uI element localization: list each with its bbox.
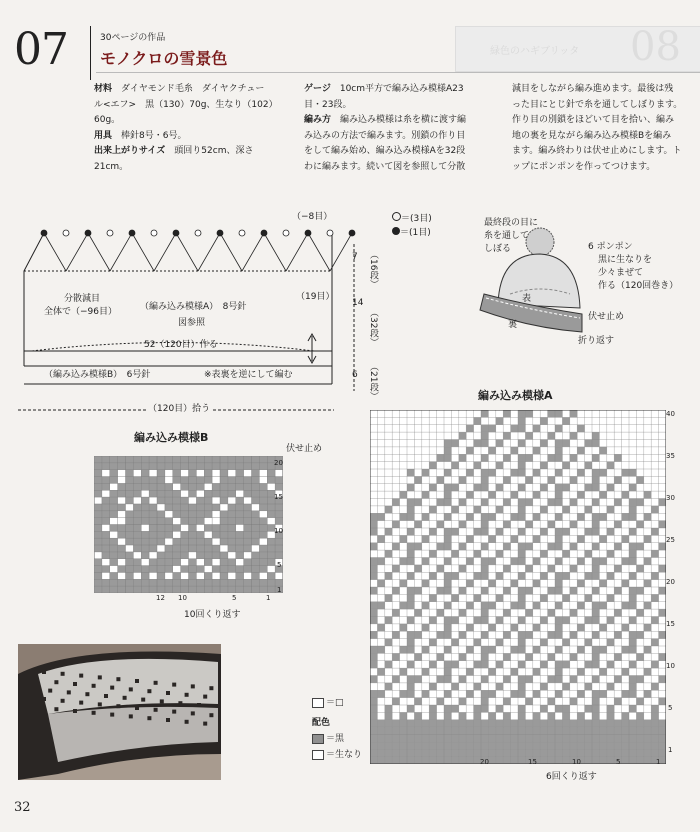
materials-label: 材料: [94, 84, 113, 94]
gather-note: 糸を通して: [484, 231, 530, 241]
pick-up-label: （120目）拾う: [148, 404, 211, 414]
page-title: モノクロの雪景色: [100, 49, 228, 68]
instructions-column: [512, 82, 700, 175]
chart-b-col-label: 5: [232, 594, 237, 602]
materials-text: 60g。: [94, 115, 121, 125]
gather-note: しぼる: [484, 244, 512, 254]
chart-b-col-label: 12: [156, 594, 165, 602]
method-text: わに編みます。続いて図を参照して分散: [304, 161, 466, 172]
page-number: 32: [14, 800, 31, 815]
black-swatch: [312, 734, 324, 744]
cast-on-label: 52（120目）作る: [144, 340, 218, 350]
fold-note: 折り返す: [578, 336, 615, 346]
title-divider: [90, 26, 91, 80]
chart-a-row-label: 1: [668, 746, 673, 754]
chart-a-col-label: 5: [616, 758, 621, 766]
pompom-note: 作る（120回巻き）: [598, 281, 679, 291]
depth-7: 7: [352, 252, 358, 262]
header-rule: [96, 72, 700, 73]
chart-a-row-label: 15: [666, 620, 675, 628]
chart-b-repeat: 10回くり返す: [184, 610, 241, 620]
pattern-b-label: （編み込み模様B） 6号針: [44, 370, 151, 380]
materials-column: [94, 82, 289, 175]
instructions-text: 地の裏を見ながら編み込み模様Bを編み: [512, 130, 672, 141]
rows-32: （32段）: [368, 308, 378, 347]
depth-14: 14: [352, 298, 364, 308]
instructions-text: った目にとじ針で糸を通してしぼります。: [512, 99, 683, 110]
method-text: み込みの方法で編みます。別鎖の作り目: [304, 130, 466, 141]
hat-photo: [18, 644, 221, 780]
method-label: 編み方: [304, 115, 332, 125]
rows-21: （21段）: [368, 362, 378, 401]
decrease-label: 分散減目: [64, 294, 101, 304]
needles-label: 用具: [94, 130, 113, 141]
chart-a-grid: [370, 410, 666, 764]
legend-3-stitches: ＝(3目): [392, 212, 432, 226]
see-chart-label: 図参照: [178, 318, 206, 328]
pompom-note: 黒に生なりを: [598, 255, 653, 265]
back-label: 裏: [508, 320, 518, 330]
chart-b-row-label: 15: [274, 493, 283, 501]
chart-b-col-label: 10: [178, 594, 187, 602]
chart-a-col-label: 10: [572, 758, 581, 766]
chart-a-row-label: 40: [666, 410, 675, 418]
chart-b-row-label: 20: [274, 459, 283, 467]
stitch-19-label: （19目）: [296, 292, 335, 302]
chart-a-col-label: 1: [656, 758, 661, 766]
chart-b-col-label: 1: [266, 594, 271, 602]
reverse-note: ※表裏を逆にして編む: [204, 370, 293, 380]
natural-swatch: [312, 750, 324, 760]
materials-text: ダイヤモンド毛糸 ダイヤクチュー: [121, 84, 265, 94]
pattern-number: 07: [14, 24, 68, 75]
rows-16: （16段）: [368, 250, 378, 289]
gather-note: 最終段の目に: [484, 218, 539, 228]
chart-a-row-label: 10: [666, 662, 675, 670]
needles-text: 棒針8号・6号。: [121, 130, 187, 141]
chart-b-bindoff: 伏せ止め: [286, 444, 323, 454]
decrease-total: 全体で（−96目）: [44, 307, 117, 317]
chart-a-repeat: 6回くり返す: [546, 772, 597, 782]
gauge-label: ゲージ: [304, 84, 331, 94]
pompom-note: 6 ポンポン: [588, 242, 633, 252]
legend-black: ＝黒: [312, 732, 344, 746]
chart-a-title: 編み込み模様A: [478, 389, 553, 402]
gauge-column: [304, 82, 499, 175]
front-label: 表: [522, 294, 532, 304]
legend-natural: ＝生なり: [312, 748, 362, 762]
chart-b-title: 編み込み模様B: [134, 431, 209, 444]
legend-color-label: 配色: [312, 718, 331, 728]
method-text: 編み込み模様は糸を横に渡す編: [340, 115, 467, 125]
chart-a-row-label: 5: [668, 704, 673, 712]
materials-text: ル<エフ> 黒（130）70g、生なり（102）: [94, 99, 278, 110]
chart-a-row-label: 20: [666, 578, 675, 586]
top-decrease-label: （−8目）: [292, 212, 333, 222]
ghost-title: 緑色のハギブリッタ: [490, 46, 580, 57]
ghost-number: 08: [630, 24, 681, 70]
depth-6: 6: [352, 370, 358, 380]
legend-1-stitch: ＝(1目): [392, 226, 431, 240]
instructions-text: 作り目の別鎖をほどいて目を拾い、編み: [512, 115, 675, 125]
chart-a-row-label: 35: [666, 452, 675, 460]
instructions-text: 減目をしながら編み進めます。最後は残: [512, 84, 674, 94]
pompom-note: 少々まぜて: [598, 268, 644, 278]
size-text: 21cm。: [94, 161, 129, 172]
chart-a-col-label: 15: [528, 758, 537, 766]
chart-b-row-label: 1: [277, 586, 282, 594]
chart-b-row-label: 5: [277, 561, 282, 569]
gauge-text: 目・23段。: [304, 99, 352, 110]
work-reference: 30ページの作品: [100, 33, 166, 43]
instructions-text: ます。編み終わりは伏せ止めにします。ト: [512, 146, 682, 156]
legend-symbol: ＝□: [312, 696, 344, 710]
gauge-text: 10cm平方で編み込み模様A23: [339, 84, 464, 94]
chart-a-row-label: 30: [666, 494, 675, 502]
chart-a-col-label: 20: [480, 758, 489, 766]
chart-b-row-label: 10: [274, 527, 283, 535]
pattern-a-label: （編み込み模様A） 8号針: [140, 302, 247, 312]
method-text: をして編み始め、編み込み模様Aを32段: [304, 146, 466, 156]
size-label: 出来上がりサイズ: [94, 146, 166, 156]
bind-off-note: 伏せ止め: [588, 312, 625, 322]
size-text: 頭回り52cm、深さ: [174, 146, 254, 156]
chart-b-grid: [94, 456, 283, 593]
instructions-text: ップにポンポンを作ってつけます。: [512, 161, 656, 172]
chart-a-row-label: 25: [666, 536, 675, 544]
